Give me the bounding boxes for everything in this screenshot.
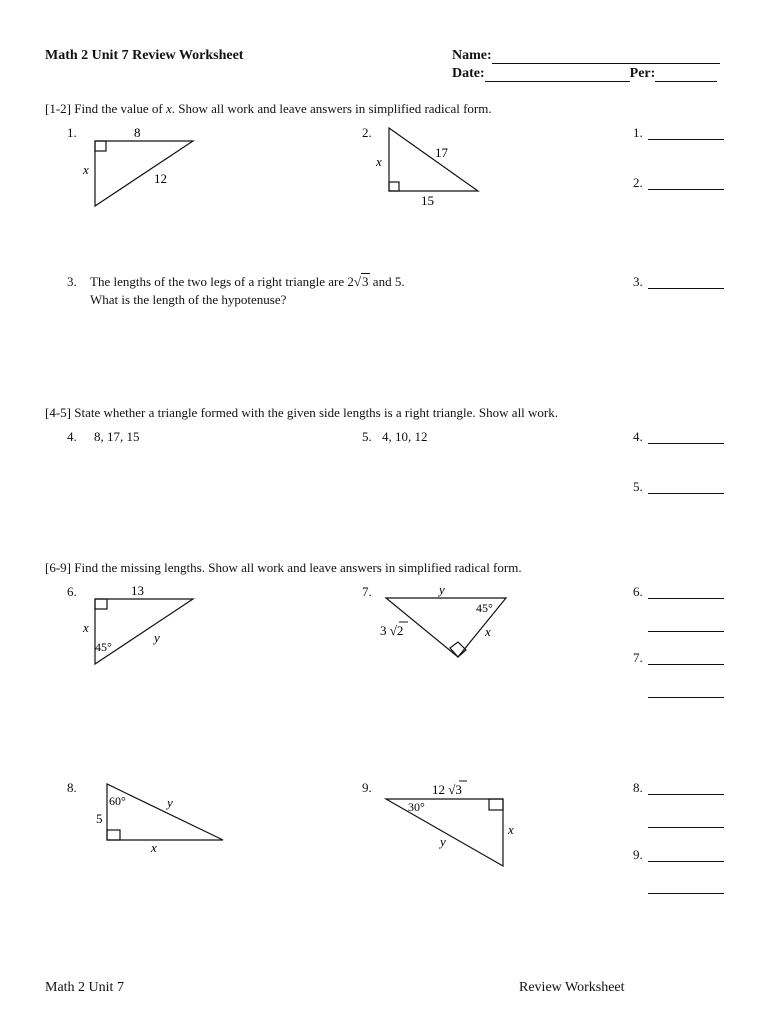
problem-8-number: 8. (67, 780, 77, 795)
footer-right: Review Worksheet (519, 980, 625, 995)
tri9-hyp-label: y (440, 834, 446, 849)
tri6-angle-label: 45° (95, 640, 112, 654)
section-1-instruction: [1-2] Find the value of x. Show all work and leave answers in simplified radical form. (45, 101, 492, 116)
problem-3-question: What is the length of the hypotenuse? (90, 292, 287, 307)
triangle-2 (370, 120, 490, 215)
problem-7-number: 7. (362, 584, 372, 599)
answer-6-label: 6. (633, 584, 643, 599)
answer-6b-blank[interactable] (648, 631, 724, 632)
tri7-left-label: 3 √2 (380, 623, 404, 638)
tri2-left-label: x (376, 154, 382, 169)
sqrt-symbol: √ (353, 274, 362, 289)
problem-6-number: 6. (67, 584, 77, 599)
answer-9a-blank[interactable] (648, 861, 724, 862)
per-blank[interactable] (655, 67, 717, 82)
date-label: Date: (452, 66, 485, 81)
tri7-right-label: x (485, 624, 491, 639)
answer-9b-blank[interactable] (648, 893, 724, 894)
tri8-hyp-label: y (167, 795, 173, 810)
answer-8-label: 8. (633, 780, 643, 795)
problem-4-values: 8, 17, 15 (94, 429, 140, 444)
answer-6a-blank[interactable] (648, 598, 724, 599)
answer-4-label: 4. (633, 429, 643, 444)
tri7-top-label: y (439, 582, 445, 597)
name-blank[interactable] (492, 49, 720, 64)
tri2-hyp-label: 17 (435, 145, 448, 160)
tri2-bottom-label: 15 (421, 193, 434, 208)
triangle-7 (370, 580, 520, 665)
answer-7a-blank[interactable] (648, 664, 724, 665)
date-per-field[interactable] (452, 66, 717, 82)
triangle-9 (370, 775, 520, 870)
tri9-angle-label: 30° (408, 800, 425, 814)
per-label: Per: (629, 66, 656, 81)
tri8-bottom-label: x (151, 840, 157, 855)
problem-5-number: 5. (362, 429, 372, 444)
tri8-angle-label: 60° (109, 794, 126, 808)
problem-9-number: 9. (362, 780, 372, 795)
worksheet-title: Math 2 Unit 7 Review Worksheet (45, 48, 244, 63)
answer-3-label: 3. (633, 274, 643, 289)
tri1-hyp-label: 12 (154, 171, 167, 186)
name-field[interactable] (452, 48, 720, 64)
section-3-instruction: [6-9] Find the missing lengths. Show all work and leave answers in simplified radical form. (45, 560, 522, 575)
problem-5-values: 4, 10, 12 (382, 429, 428, 444)
answer-9-label: 9. (633, 847, 643, 862)
answer-1-label: 1. (633, 125, 643, 140)
name-label: Name: (452, 48, 492, 63)
triangle-1 (80, 120, 210, 215)
section-2-instruction: [4-5] State whether a triangle formed with the given side lengths is a right triangle. Show all work. (45, 405, 559, 420)
tri8-left-label: 5 (96, 811, 103, 826)
tri1-left-label: x (83, 162, 89, 177)
tri1-top-label: 8 (134, 125, 141, 140)
problem-1-number: 1. (67, 125, 77, 140)
answer-1-blank[interactable] (648, 139, 724, 140)
answer-5-label: 5. (633, 479, 643, 494)
problem-3-text: The lengths of the two legs of a right triangle are 2√3 and 5. (90, 274, 405, 289)
answer-8a-blank[interactable] (648, 794, 724, 795)
tri6-top-label: 13 (131, 583, 144, 598)
problem-2-number: 2. (362, 125, 372, 140)
tri6-left-label: x (83, 620, 89, 635)
answer-7b-blank[interactable] (648, 697, 724, 698)
answer-5-blank[interactable] (648, 493, 724, 494)
problem-3-number: 3. (67, 274, 77, 289)
date-blank[interactable] (485, 67, 630, 82)
answer-3-blank[interactable] (648, 288, 724, 289)
tri9-top-label: 12 √3 (432, 782, 462, 797)
tri6-hyp-label: y (154, 630, 160, 645)
problem-4-number: 4. (67, 429, 77, 444)
answer-4-blank[interactable] (648, 443, 724, 444)
footer-left: Math 2 Unit 7 (45, 980, 124, 995)
triangle-8 (90, 775, 230, 860)
answer-2-label: 2. (633, 175, 643, 190)
answer-7-label: 7. (633, 650, 643, 665)
triangle-6 (80, 580, 210, 675)
answer-2-blank[interactable] (648, 189, 724, 190)
tri7-angle-label: 45° (476, 601, 493, 615)
tri9-right-label: x (508, 822, 514, 837)
answer-8b-blank[interactable] (648, 827, 724, 828)
